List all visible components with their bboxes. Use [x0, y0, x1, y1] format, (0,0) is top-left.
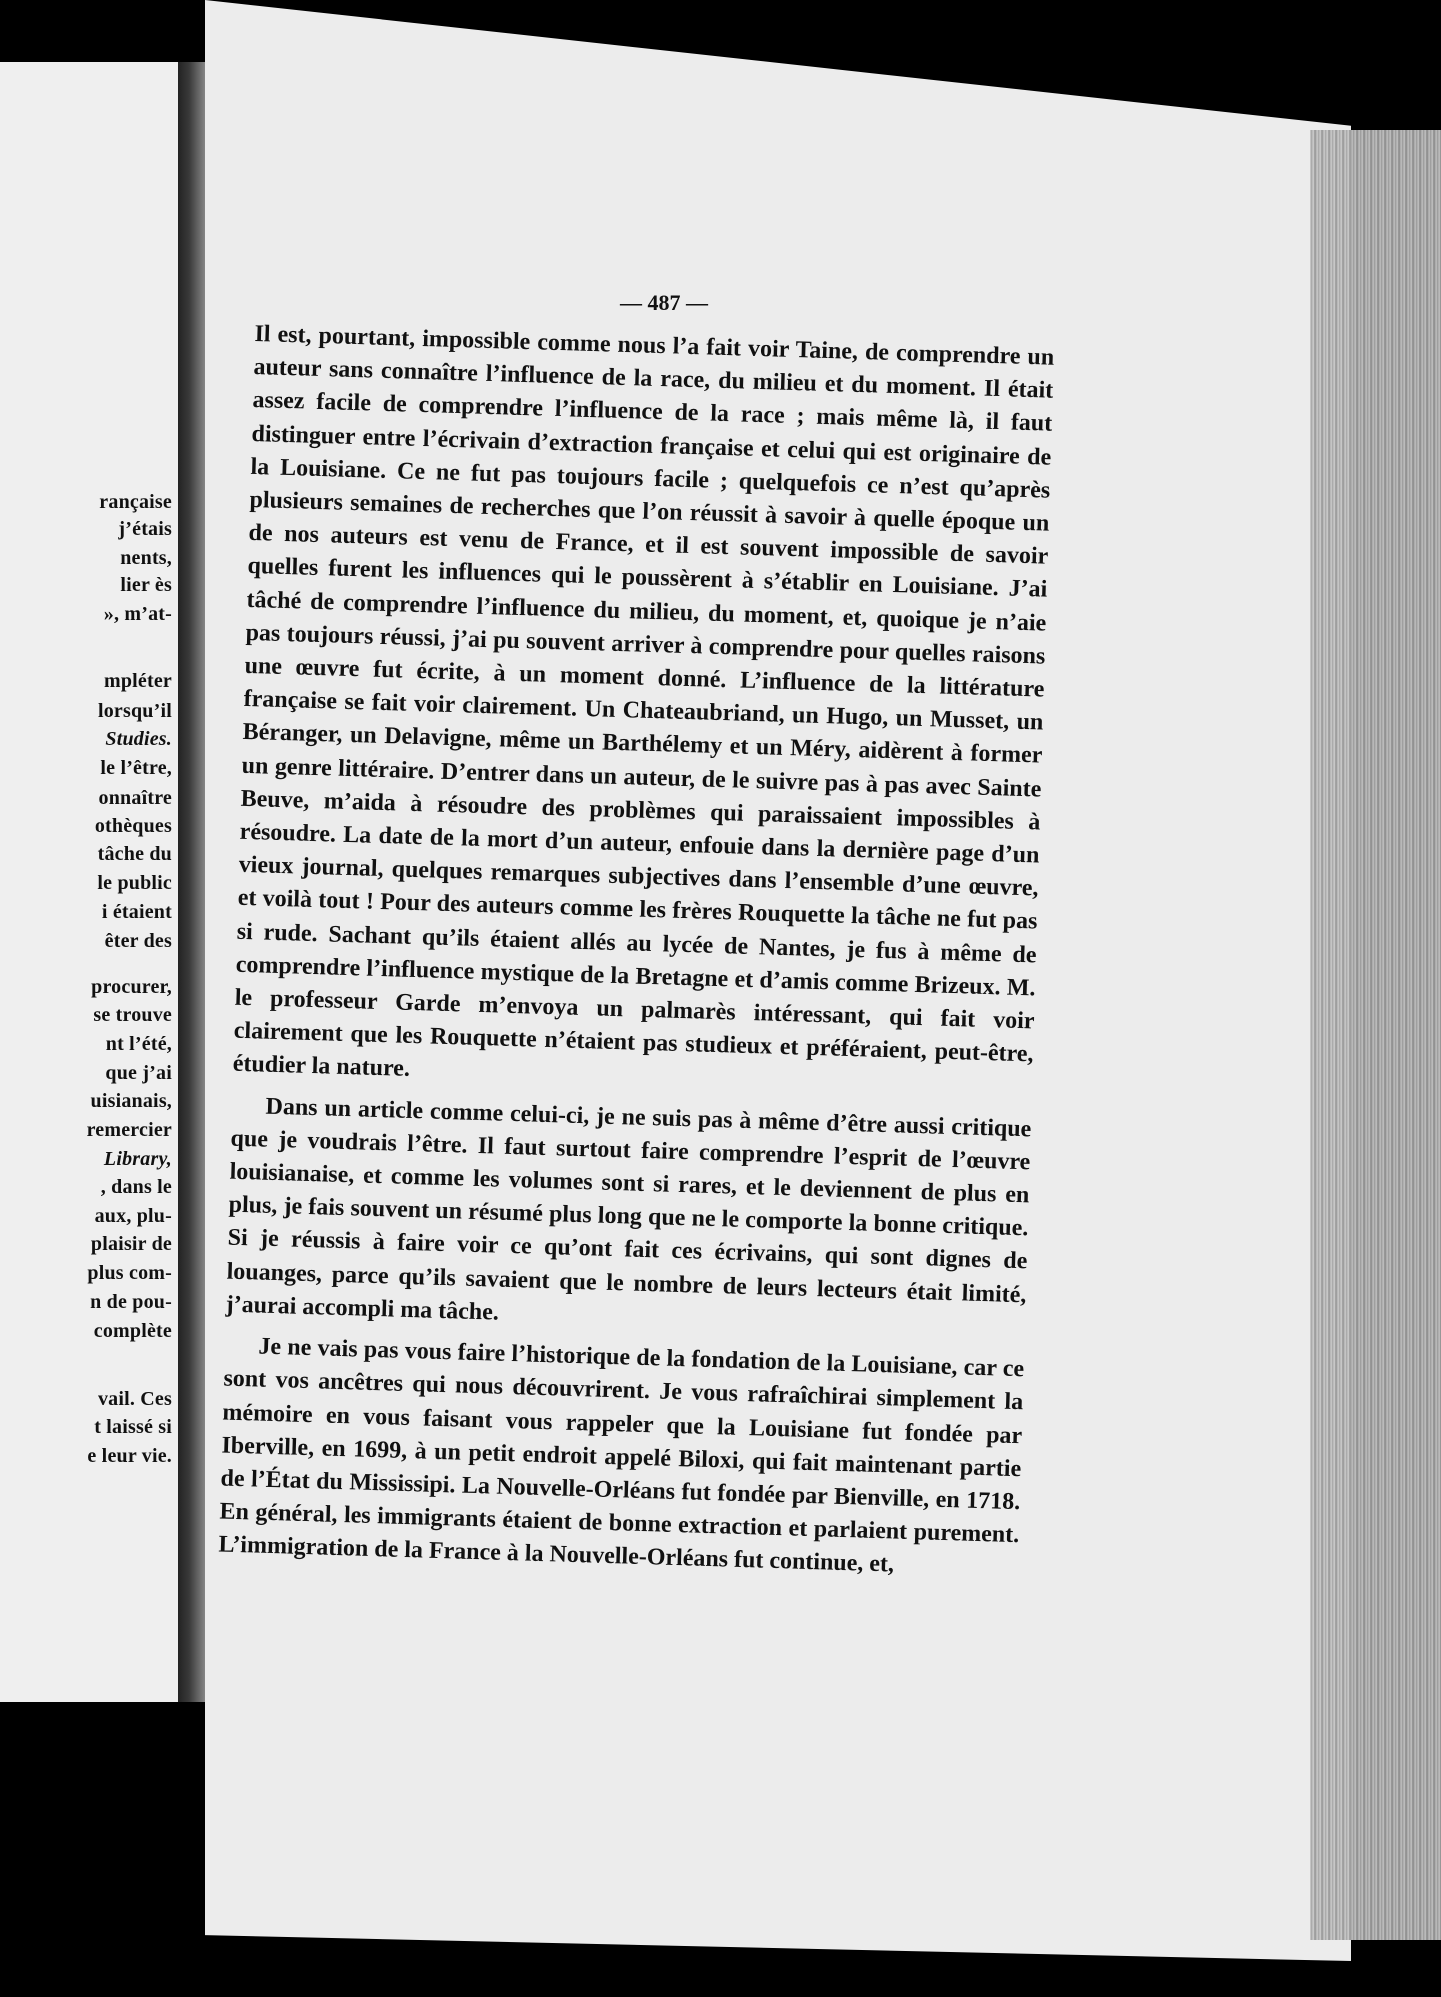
left-page-line: nt l’été,: [105, 1033, 172, 1055]
page-number: — 487 —: [620, 290, 708, 315]
left-page-line: le l’être,: [100, 757, 172, 779]
left-page-line: plaisir de: [90, 1233, 172, 1255]
left-page-line: Studies.: [105, 728, 172, 750]
left-page-line: tâche du: [97, 843, 172, 865]
left-page-line: othèques: [94, 815, 172, 837]
left-page-line: plus com-: [87, 1262, 172, 1284]
book-gutter: [178, 62, 206, 1702]
left-page-line: rançaise: [99, 491, 172, 513]
left-page-line: le public: [97, 872, 172, 894]
left-page-line: que j’ai: [105, 1062, 172, 1084]
left-page-line: aux, plu-: [94, 1205, 172, 1227]
left-page-line: , dans le: [100, 1176, 172, 1198]
page-edge-stack: [1310, 130, 1441, 1940]
left-page-line: mpléter: [103, 670, 172, 692]
left-page-line: », m’at-: [103, 603, 172, 625]
left-page-line: complète: [93, 1320, 172, 1342]
page-body: [218, 318, 1055, 1594]
left-page-line: i étaient: [101, 901, 172, 923]
left-page-line: lier ès: [120, 574, 172, 596]
left-page-line: Library,: [103, 1148, 172, 1170]
left-page-line: t laissé si: [94, 1416, 172, 1438]
left-page: [0, 62, 178, 1702]
paragraph-3: Je ne vais pas vous faire l’historique de la fondation de la Louisiane, car ce sont vos ancêtres qui nous découvrirent. Je vous rafraîchirai simplement la mémoire en vous faisant vous rappeler que la Louisiane fut fondée par Iberville, en 1699, à un petit endroit appelé Biloxi, qui fait maintenant partie de l’État du Mississipi. La Nouvelle-Orléans fut fondée par Bienville, en 1718. En général, les immigrants étaient de bonne extraction et parlaient purement. L’immigration de la France à la Nouvelle-Orléans fut continue, et,: [218, 1333, 1025, 1578]
left-page-line: j’étais: [118, 518, 172, 540]
left-page-line: remercier: [86, 1119, 172, 1141]
left-page-line: e leur vie.: [87, 1445, 172, 1467]
left-page-line: nents,: [120, 547, 172, 569]
paragraph-1: Il est, pourtant, impossible comme nous l’a fait voir Taine, de comprendre un auteur sans connaître l’influence de la race, du milieu et du moment. Il était assez facile de comprendre l’influence de la race ; mais même là, il faut distinguer entre l’écrivain d’extraction française et celui qui est originaire de la Louisiane. Ce ne fut pas toujours facile ; quelquefois ce n’est qu’après plusieurs semaines de recherches que l’on réussit à savoir à quelle époque un de nos auteurs est venu de France, et il est souvent impossible de savoir quelles furent les influences qui le poussèrent à s’établir en Louisiane. J’ai tâché de comprendre l’influence du milieu, du moment, et, quoique je n’aie pas toujours réussi, j’ai pu souvent arriver à comprendre pour quelles raisons une œuvre fut écrite, à un moment donné. L’influence de la littérature française se fait voir clairement. Un Chateaubriand, un Hugo, un Musset, un Béranger, un Delavigne, même un Barthélemy et un Méry, aidèrent à former un genre littéraire. D’entrer dans un auteur, de le suivre pas à pas avec Sainte Beuve, m’aida à résoudre des problèmes qui paraissaient impossibles à résoudre. La date de la mort d’un auteur, enfouie dans la dernière page d’un vieux journal, quelques remarques subjectives dans l’ensemble d’une œuvre, et voilà tout ! Pour des auteurs comme les frères Rouquette la tâche ne fut pas si rude. Sachant qu’ils étaient allés au lycée de Nantes, je fus à même de comprendre l’influence mystique de la Bretagne et d’amis comme Brizeux. M. le professeur Garde m’envoya un palmarès intéressant, qui fait voir clairement que les Rouquette n’étaient pas studieux et préféraient, peut-être, étudier la nature.: [232, 320, 1055, 1083]
left-page-line: êter des: [104, 930, 172, 952]
left-page-line: vail. Ces: [97, 1388, 172, 1410]
left-page-line: onnaître: [98, 787, 172, 809]
left-page-line: lorsqu’il: [97, 700, 172, 722]
left-page-line: se trouve: [93, 1004, 172, 1026]
paragraph-2: Dans un article comme celui-ci, je ne suis pas à même d’être aussi critique que je voudrais l’être. Il faut surtout faire comprendre l’esprit de l’œuvre louisianaise, et comme les volumes sont si rares, et le deviennent de plus en plus, je fais souvent un résumé plus long que ne le comporte la bonne critique. Si je réussis à faire voir ce qu’ont fait ces écrivains, qui sont dignes de louanges, parce qu’ils savaient que le nombre de leurs lecteurs était limité, j’aurai accompli ma tâche.: [225, 1093, 1032, 1326]
left-page-line: n de pou-: [90, 1291, 172, 1313]
left-page-line: uisianais,: [90, 1090, 172, 1112]
left-page-line: procurer,: [91, 976, 172, 998]
